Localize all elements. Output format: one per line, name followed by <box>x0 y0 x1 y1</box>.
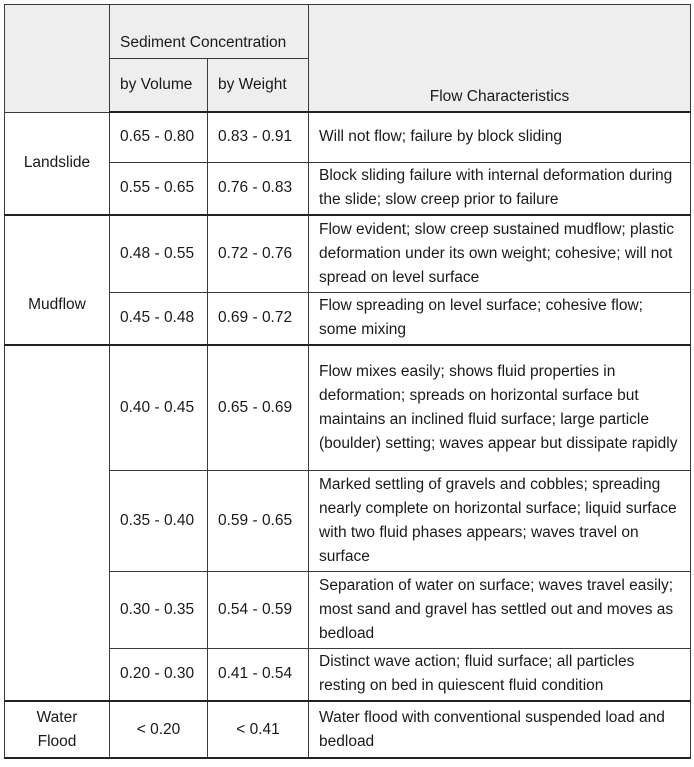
flow-cell: Flow evident; slow creep sustained mudflow; plastic deformation under its own weight; cohesive; will not spread on level surface <box>309 215 691 292</box>
volume-cell: 0.48 - 0.55 <box>110 215 208 292</box>
flow-cell: Will not flow; failure by block sliding <box>309 112 691 162</box>
weight-cell: 0.76 - 0.83 <box>208 162 309 215</box>
weight-cell: 0.83 - 0.91 <box>208 112 309 162</box>
flow-cell: Water flood with conventional suspended load and bedload <box>309 701 691 758</box>
group-water-flood: Water Flood <box>5 701 110 758</box>
volume-cell: 0.45 - 0.48 <box>110 292 208 345</box>
volume-cell: 0.55 - 0.65 <box>110 162 208 215</box>
volume-cell: 0.30 - 0.35 <box>110 571 208 648</box>
volume-cell: 0.20 - 0.30 <box>110 648 208 701</box>
weight-cell: 0.69 - 0.72 <box>208 292 309 345</box>
weight-cell: < 0.41 <box>208 701 309 758</box>
sediment-flow-table <box>4 4 691 759</box>
flow-cell: Separation of water on surface; waves travel easily; most sand and gravel has settled out and moves as bedload <box>309 571 691 648</box>
weight-cell: 0.59 - 0.65 <box>208 470 309 571</box>
header-by-weight: by Weight <box>208 59 309 113</box>
volume-cell: < 0.20 <box>110 701 208 758</box>
flow-cell: Flow spreading on level surface; cohesive flow; some mixing <box>309 292 691 345</box>
flow-cell: Flow mixes easily; shows fluid properties in deformation; spreads on horizontal surface but maintains an inclined fluid surface; large particle (boulder) setting; waves appear but dissipate rapidly <box>309 345 691 470</box>
table-row <box>5 345 691 470</box>
table-row <box>5 701 691 758</box>
header-flow-characteristics: Flow Characteristics <box>309 5 691 113</box>
flow-cell: Marked settling of gravels and cobbles; spreading nearly complete on horizontal surface; liquid surface with two fluid phases appears; waves travel on surface <box>309 470 691 571</box>
weight-cell: 0.65 - 0.69 <box>208 345 309 470</box>
volume-cell: 0.35 - 0.40 <box>110 470 208 571</box>
weight-cell: 0.72 - 0.76 <box>208 215 309 292</box>
group-unlabeled <box>5 345 110 701</box>
flow-cell: Distinct wave action; fluid surface; all particles resting on bed in quiescent fluid condition <box>309 648 691 701</box>
flow-cell: Block sliding failure with internal deformation during the slide; slow creep prior to failure <box>309 162 691 215</box>
header-sediment-concentration: Sediment Concentration <box>110 5 309 59</box>
volume-cell: 0.65 - 0.80 <box>110 112 208 162</box>
header-blank-cell <box>5 5 110 113</box>
weight-cell: 0.41 - 0.54 <box>208 648 309 701</box>
group-mudflow: Mudflow <box>5 215 110 345</box>
group-landslide: Landslide <box>5 112 110 215</box>
table-row <box>5 215 691 292</box>
volume-cell: 0.40 - 0.45 <box>110 345 208 470</box>
header-by-volume: by Volume <box>110 59 208 113</box>
weight-cell: 0.54 - 0.59 <box>208 571 309 648</box>
table-row <box>5 112 691 162</box>
